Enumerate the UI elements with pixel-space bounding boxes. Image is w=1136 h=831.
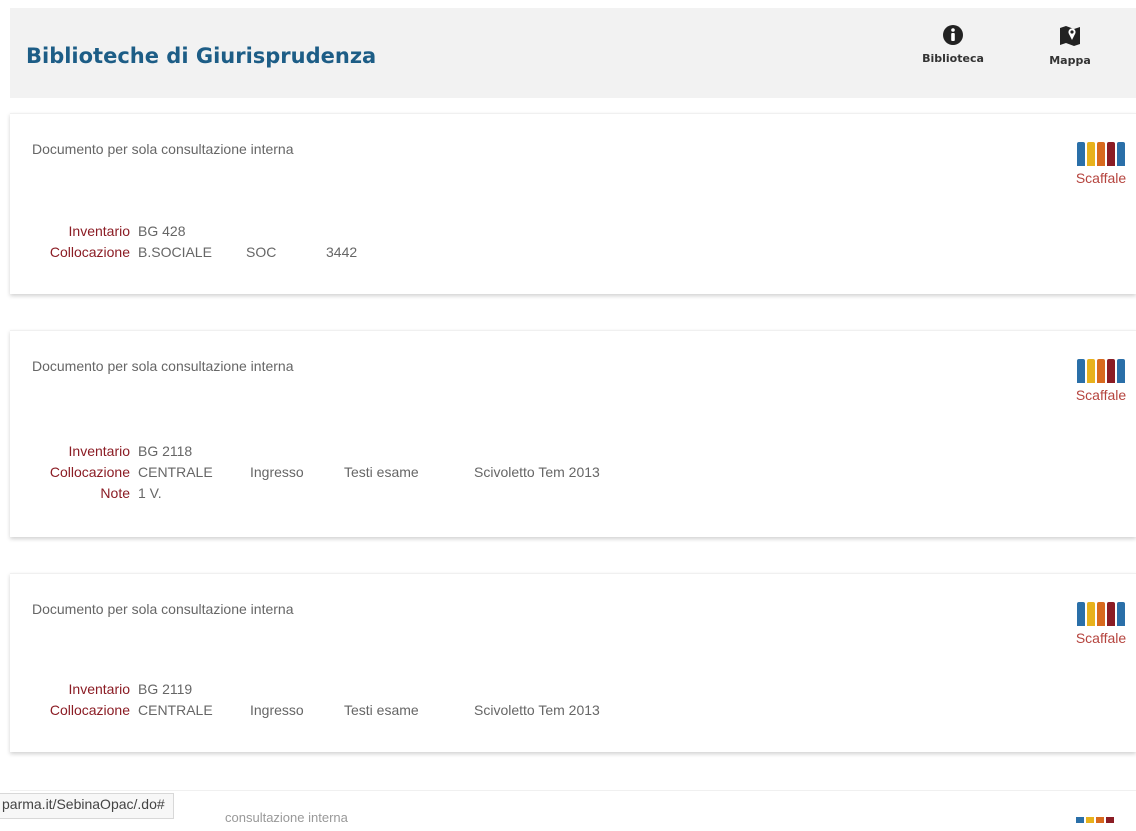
availability-status: Documento per sola consultazione interna <box>32 141 294 157</box>
collocazione-row <box>32 461 600 482</box>
library-header <box>10 8 1136 98</box>
mappa-button[interactable] <box>1025 24 1115 67</box>
collocazione-label: Collocazione <box>49 243 130 260</box>
copy-card <box>10 573 1136 752</box>
inventario-label: Inventario <box>68 680 130 697</box>
copy-details <box>32 678 600 720</box>
inventario-value: BG 2119 <box>138 680 193 697</box>
browser-status-url: parma.it/SebinaOpac/.do# <box>0 793 174 819</box>
copy-card <box>10 330 1136 537</box>
scaffale-button[interactable] <box>1066 142 1136 186</box>
mappa-label: Mappa <box>1049 54 1091 67</box>
inventario-label: Inventario <box>68 442 130 459</box>
bookshelf-icon <box>1066 359 1136 383</box>
collocazione-value: B.SOCIALE SOC 3442 <box>138 243 358 260</box>
info-circle-icon <box>942 24 964 46</box>
inventario-row <box>32 440 600 461</box>
copy-details <box>32 440 600 503</box>
copy-details <box>32 220 357 262</box>
availability-status: Documento per sola consultazione interna <box>32 358 294 374</box>
availability-status: Documento per sola consultazione interna <box>32 601 294 617</box>
biblioteca-button[interactable] <box>908 24 998 65</box>
note-label: Note <box>100 484 130 501</box>
scaffale-button[interactable] <box>1066 602 1136 646</box>
inventario-value: BG 2118 <box>138 442 193 459</box>
map-pin-icon <box>1058 24 1082 48</box>
collocazione-value: CENTRALE Ingresso Testi esame Scivoletto Tem 2013 <box>138 701 600 718</box>
collocazione-row <box>32 241 357 262</box>
scaffale-label: Scaffale <box>1075 387 1127 403</box>
scaffale-label: Scaffale <box>1075 630 1127 646</box>
inventario-row <box>32 678 600 699</box>
bookshelf-icon <box>1066 142 1136 166</box>
copy-card-partial <box>10 790 1136 831</box>
collocazione-label: Collocazione <box>49 463 130 480</box>
collocazione-row <box>32 699 600 720</box>
library-title: Biblioteche di Giurisprudenza <box>26 44 377 68</box>
inventario-row <box>32 220 357 241</box>
bookshelf-icon <box>1076 817 1114 823</box>
biblioteca-label: Biblioteca <box>922 52 984 65</box>
scaffale-label: Scaffale <box>1075 170 1127 186</box>
availability-status-partial: consultazione interna <box>225 810 348 825</box>
note-row <box>32 482 600 503</box>
collocazione-value: CENTRALE Ingresso Testi esame Scivoletto Tem 2013 <box>138 463 600 480</box>
note-value: 1 V. <box>138 484 162 501</box>
inventario-value: BG 428 <box>138 222 186 239</box>
inventario-label: Inventario <box>68 222 130 239</box>
copy-card <box>10 113 1136 294</box>
bookshelf-icon <box>1066 602 1136 626</box>
scaffale-button[interactable] <box>1066 359 1136 403</box>
collocazione-label: Collocazione <box>49 701 130 718</box>
